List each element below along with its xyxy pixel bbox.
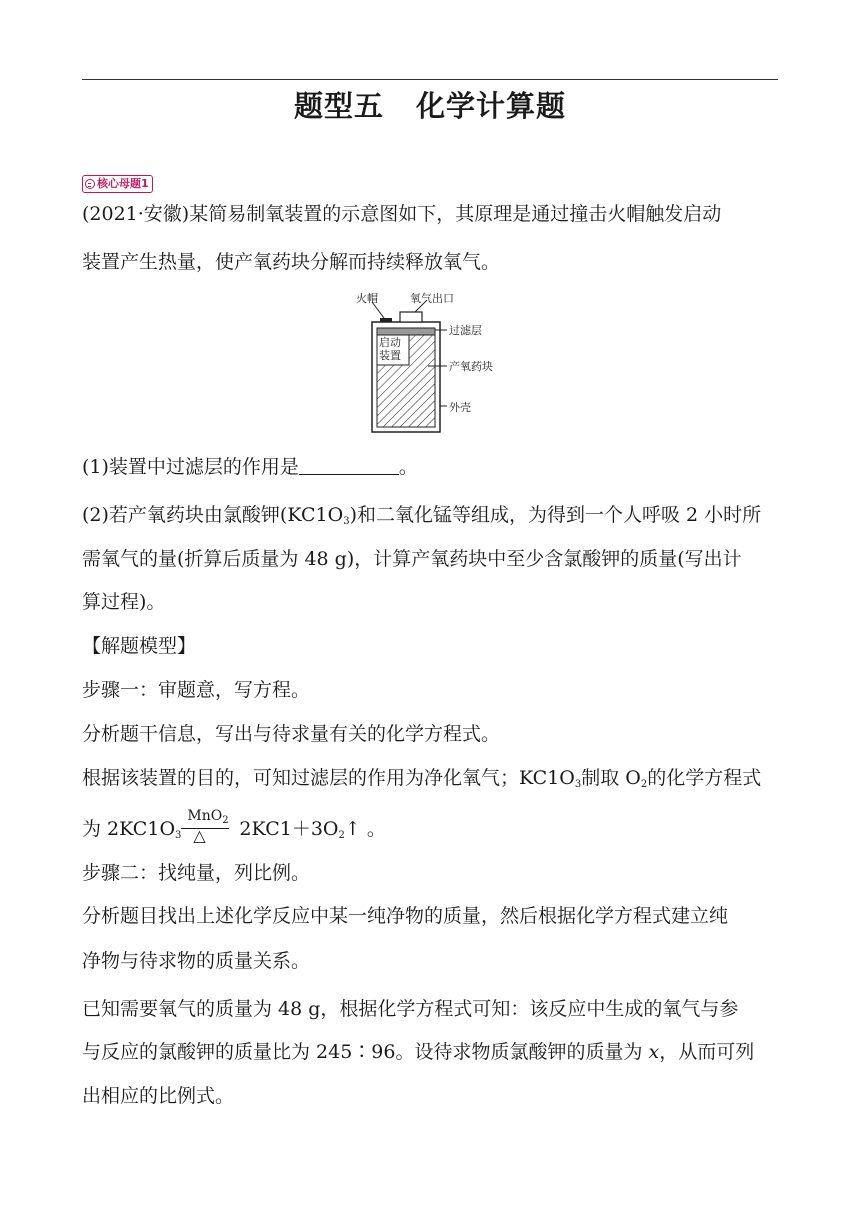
header-rule: [82, 79, 778, 80]
label-outlet: 氧气出口: [410, 292, 454, 305]
label-start-device: [379, 336, 401, 362]
label-start-1: 启动: [379, 336, 401, 349]
catalyst-text: MnO: [187, 808, 223, 824]
intro-line-1: (2021·安徽)某简易制氧装置的示意图如下，其原理是通过撞击火帽触发启动: [82, 203, 722, 225]
badge-icon: [85, 179, 95, 189]
q2-line1-a: (2)若产氧药块由氯酸钾(KC1O: [82, 504, 344, 526]
eq-reactant: 为 2KC1O: [82, 818, 176, 840]
step1-text-a: 根据该装置的目的，可知过滤层的作用为净化氧气；KC1O: [82, 767, 575, 789]
oxygen-device-diagram: [352, 288, 512, 438]
q1-suffix: 。: [398, 456, 418, 478]
question-2-line-1: [82, 502, 761, 535]
catalyst-sub: 2: [222, 815, 229, 826]
page-title: [0, 84, 860, 125]
title-part-1: 题型五: [293, 89, 384, 123]
oxygen-outlet: [400, 312, 422, 322]
step-2-desc-1: 分析题目找出上述化学反应中某一纯净物的质量，然后根据化学方程式建立纯: [82, 905, 729, 927]
eq-reactant-sub: 3: [175, 830, 182, 841]
question-2-line-2: 需氧气的量(折算后质量为 48 g)，计算产氧药块中至少含氯酸钾的质量(写出计: [82, 548, 742, 570]
step-1-title: 步骤一：审题意，写方程。: [82, 679, 311, 701]
label-block: 产氧药块: [449, 360, 493, 373]
label-start-2: 装置: [379, 349, 401, 362]
heat-symbol: △: [193, 826, 206, 845]
step-2-text-2: [82, 1039, 754, 1065]
q2-line1-sub: 3: [343, 516, 350, 527]
variable-x: x: [648, 1041, 660, 1063]
title-part-2: 化学计算题: [416, 89, 567, 123]
filter-layer: [377, 328, 435, 335]
step1-sub-2: 2: [640, 779, 648, 790]
label-cap: 火帽: [356, 292, 378, 305]
chemical-equation: [82, 808, 386, 849]
step-2-text-3: 出相应的比例式。: [82, 1085, 235, 1107]
step1-sub-1: 3: [574, 779, 582, 790]
eq-products: 2KC1＋3O: [233, 818, 339, 840]
step-1-text: [82, 765, 761, 798]
q1-prefix: (1)装置中过滤层的作用是: [82, 456, 299, 478]
intro-line-2: 装置产生热量，使产氧药块分解而持续释放氧气。: [82, 251, 501, 273]
step2-text-2b: ，从而可列: [659, 1041, 755, 1063]
question-1: [82, 454, 418, 480]
step1-text-b: 制取 O: [581, 767, 641, 789]
reaction-condition: [181, 808, 229, 845]
core-question-badge: [82, 175, 153, 193]
model-heading: 【解题模型】: [82, 635, 197, 657]
step2-text-2a: 与反应的氯酸钾的质量比为 245∶96。设待求物质氯酸钾的质量为: [82, 1041, 649, 1063]
badge-label: 核心母题1: [97, 177, 149, 190]
step-2-text-1: 已知需要氧气的质量为 48 g，根据化学方程式可知：该反应中生成的氧气与参: [82, 998, 739, 1020]
cap: [380, 318, 392, 322]
label-shell: 外壳: [449, 401, 471, 414]
label-filter: 过滤层: [449, 324, 482, 337]
eq-products-end: ↑ 。: [344, 818, 386, 840]
step-2-desc-2: 净物与待求物的质量关系。: [82, 950, 311, 972]
question-2-line-3: 算过程)。: [82, 591, 166, 613]
answer-blank: [299, 456, 399, 475]
step1-text-c: 的化学方程式: [647, 767, 762, 789]
step-2-title: 步骤二：找纯量，列比例。: [82, 862, 311, 884]
q2-line1-b: )和二氧化锰等组成，为得到一个人呼吸 2 小时所: [349, 504, 762, 526]
eq-products-sub: 2: [338, 830, 345, 841]
step-1-desc: 分析题干信息，写出与待求量有关的化学方程式。: [82, 723, 501, 745]
